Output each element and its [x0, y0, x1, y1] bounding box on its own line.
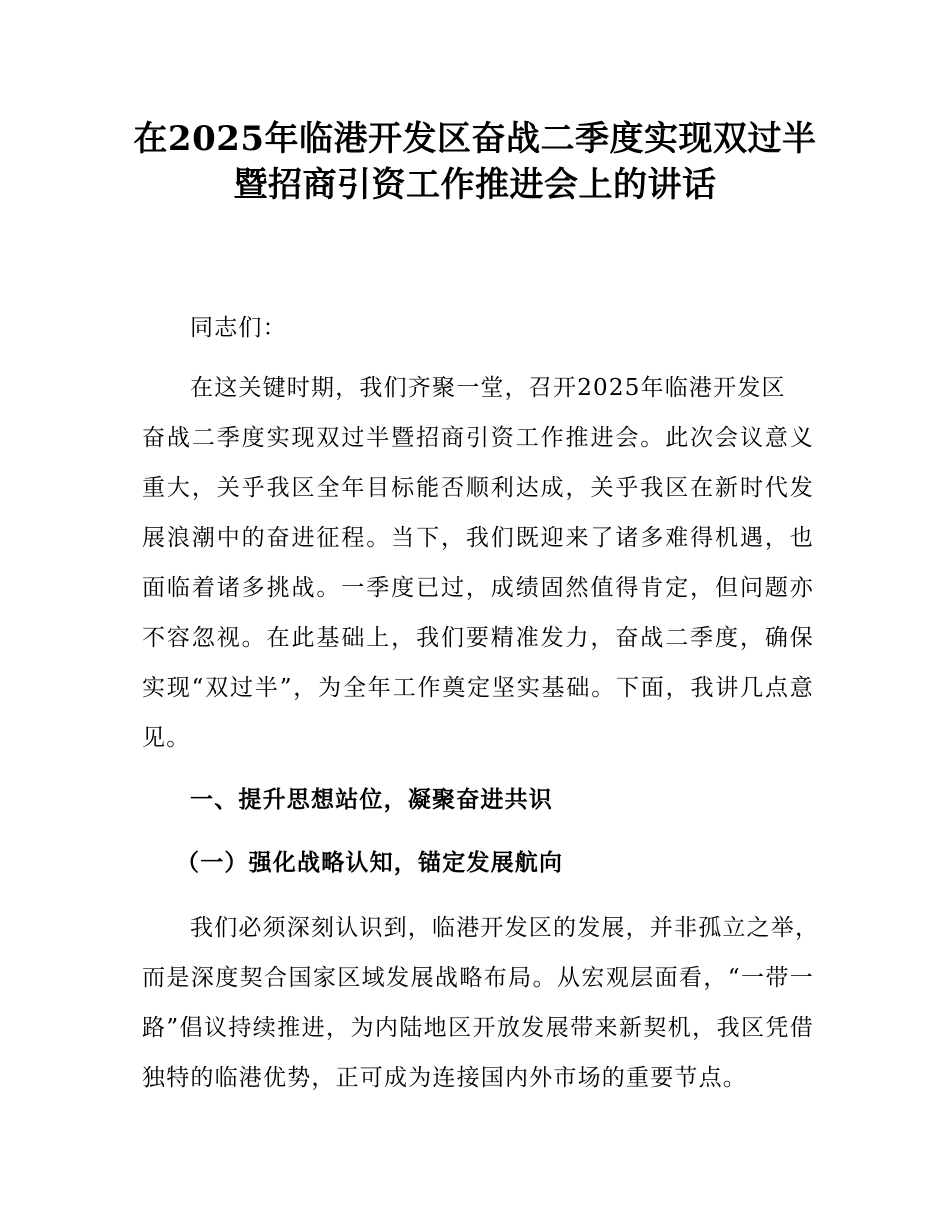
- paragraph-opening-first-line: 在这关键时期，我们齐聚一堂，召开2025年临港开发区: [190, 375, 786, 401]
- paragraph-opening-rest: 奋战二季度实现双过半暨招商引资工作推进会。此次会议意义重大，关乎我区全年目标能否顺利达成，关乎我区在新时代发展浪潮中的奋进征程。当下，我们既迎来了诸多难得机遇，也面临着诸多挑战。一季度已过，成绩固然值得肯定，但问题亦不容忽视。在此基础上，我们要精准发力，奋战二季度，确保实现“双过半”，为全年工作奠定坚实基础。下面，我讲几点意见。: [142, 425, 814, 751]
- subsection-heading-1: （一）强化战略认知，锚定发展航向: [176, 849, 564, 876]
- section-heading-1: 一、提升思想站位，凝聚奋进共识: [190, 786, 553, 813]
- greeting: [142, 303, 814, 353]
- paragraph-opening: [142, 363, 814, 763]
- paragraph-strategy-rest: 而是深度契合国家区域发展战略布局。从宏观层面看，“一带一路”倡议持续推进，为内陆地区开放发展带来新契机，我区凭借独特的临港优势，正可成为连接国内外市场的重要节点。: [142, 965, 814, 1091]
- greeting-text: 同志们：: [190, 315, 287, 341]
- title-line-1: 在2025年临港开发区奋战二季度实现双过半: [133, 119, 817, 159]
- document-title: [0, 116, 950, 208]
- paragraph-strategy-first-line: 我们必须深刻认识到，临港开发区的发展，并非孤立之举，: [190, 915, 820, 941]
- paragraph-strategy: [142, 903, 820, 1103]
- title-line-2: 暨招商引资工作推进会上的讲话: [233, 165, 717, 205]
